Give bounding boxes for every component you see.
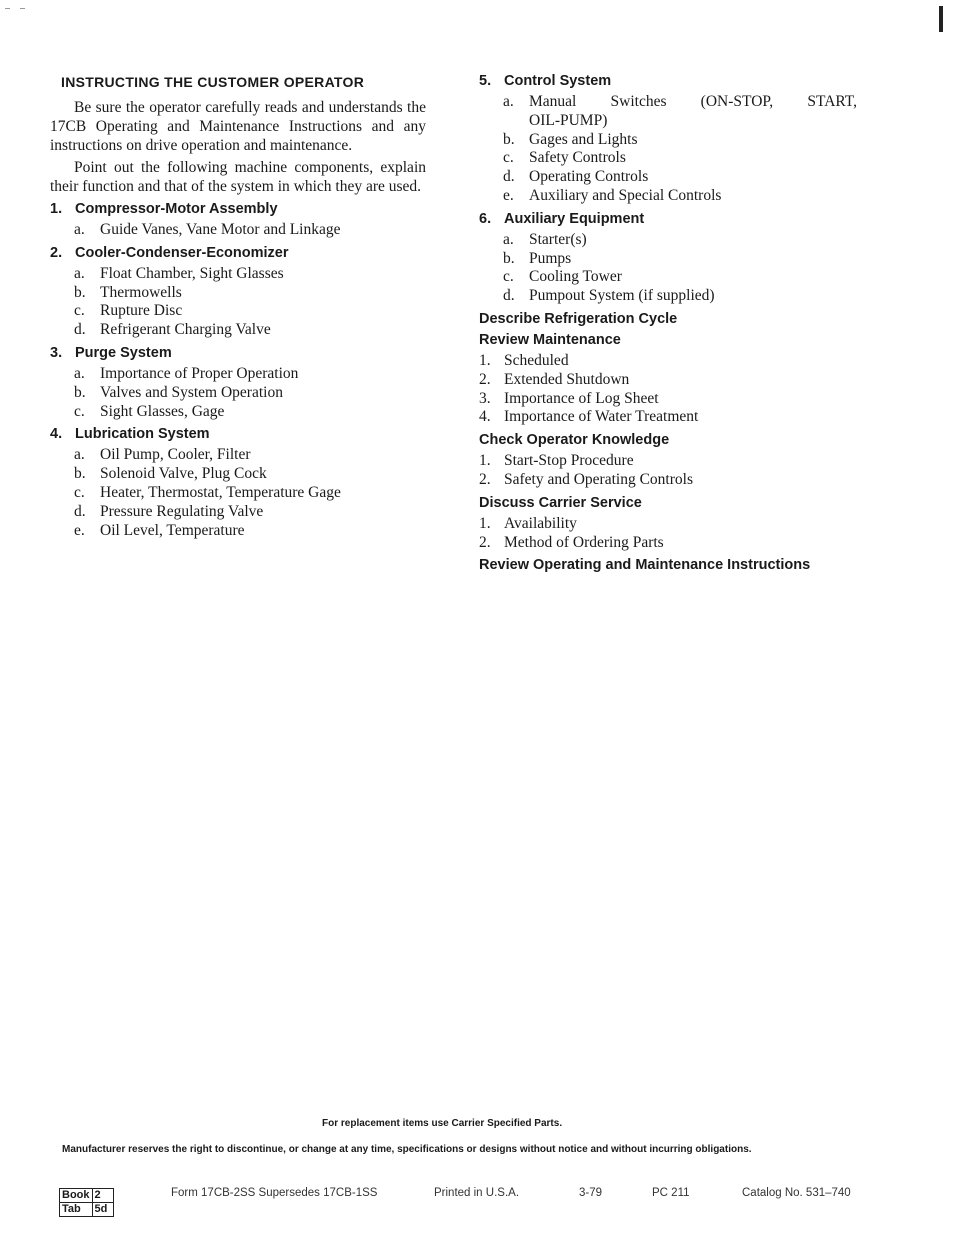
print-date: 3-79 [579, 1187, 603, 1199]
section-heading: 6. Auxiliary Equipment [479, 210, 645, 227]
item-list [74, 446, 426, 540]
list-item: 1. Availability [479, 514, 577, 532]
page-title: INSTRUCTING THE CUSTOMER OPERATOR [61, 74, 365, 90]
list-item: b. Thermowells [74, 283, 182, 301]
form-number: Form 17CB-2SS Supersedes 17CB-1SS [171, 1187, 378, 1199]
section-heading: 1. Compressor-Motor Assembly [50, 201, 278, 217]
book-value: 2 [92, 1189, 113, 1203]
describe-cycle-heading: Describe Refrigeration Cycle [479, 310, 678, 327]
intro-paragraph: Be sure the operator carefully reads and understands the 17CB Operating and Maintenance Instructions and any instructions on drive operation and maintenance. [50, 99, 426, 154]
book-tab-box [59, 1188, 114, 1217]
scan-mark [939, 6, 943, 32]
item-list [479, 515, 857, 553]
list-item: 1. Scheduled [479, 351, 569, 369]
list-item: a. Float Chamber, Sight Glasses [74, 264, 284, 282]
list-item: c. Sight Glasses, Gage [74, 402, 225, 420]
item-list [74, 365, 426, 421]
item-list [74, 265, 426, 340]
list-item: d. Refrigerant Charging Valve [74, 321, 271, 339]
list-item: d. Pressure Regulating Valve [74, 502, 264, 520]
list-item: 3. Importance of Log Sheet [479, 389, 659, 407]
item-list [503, 231, 857, 306]
item-list [479, 352, 857, 427]
list-item: d. Operating Controls [503, 168, 649, 186]
tab-label: Tab [60, 1203, 93, 1217]
scan-mark [20, 8, 25, 9]
list-item: b. Valves and System Operation [74, 383, 283, 401]
list-item: 2. Extended Shutdown [479, 370, 630, 388]
tab-value: 5d [92, 1203, 113, 1217]
list-item: a. Starter(s) [503, 230, 587, 248]
item-list [74, 221, 426, 240]
scan-mark [5, 8, 10, 9]
list-item: c. Safety Controls [503, 149, 626, 167]
list-item: c. Cooling Tower [503, 268, 622, 286]
list-item: a. Manual Switches (ON-STOP, START, OIL-PUMP) [503, 93, 857, 129]
pc-code: PC 211 [652, 1187, 690, 1199]
replacement-note: For replacement items use Carrier Specified Parts. [322, 1118, 563, 1129]
list-item: e. Auxiliary and Special Controls [503, 186, 722, 204]
book-label: Book [60, 1189, 93, 1203]
review-maintenance-heading: Review Maintenance [479, 331, 621, 348]
list-item: b. Gages and Lights [503, 130, 638, 148]
list-item: c. Rupture Disc [74, 302, 183, 320]
list-item: b. Pumps [503, 249, 572, 267]
list-item: e. Oil Level, Temperature [74, 521, 245, 539]
printed-in: Printed in U.S.A. [434, 1187, 520, 1199]
list-item: 2. Method of Ordering Parts [479, 533, 664, 551]
item-list [479, 452, 857, 490]
list-item: 2. Safety and Operating Controls [479, 470, 693, 488]
list-item: b. Solenoid Valve, Plug Cock [74, 465, 267, 483]
section-heading: 2. Cooler-Condenser-Economizer [50, 244, 289, 261]
review-instructions-heading: Review Operating and Maintenance Instructions [479, 557, 811, 574]
list-item: a. Guide Vanes, Vane Motor and Linkage [74, 221, 341, 238]
item-list [503, 93, 857, 206]
list-item: a. Oil Pump, Cooler, Filter [74, 446, 251, 464]
disclaimer: Manufacturer reserves the right to discontinue, or change at any time, specifications or designs without notice and without incurring obligations. [62, 1144, 752, 1155]
discuss-service-heading: Discuss Carrier Service [479, 494, 642, 511]
right-column [479, 70, 857, 577]
section-heading: 3. Purge System [50, 344, 172, 361]
list-item: a. Importance of Proper Operation [74, 364, 299, 382]
list-item: d. Pumpout System (if supplied) [503, 287, 715, 305]
components-paragraph: Point out the following machine components, explain their function and that of the system in which they are used. [50, 159, 426, 195]
check-knowledge-heading: Check Operator Knowledge [479, 432, 670, 449]
list-item: 1. Start-Stop Procedure [479, 452, 634, 470]
section-heading: 4. Lubrication System [50, 426, 210, 443]
section-heading: 5. Control System [479, 73, 612, 89]
list-item: c. Heater, Thermostat, Temperature Gage [74, 483, 341, 501]
left-column [50, 70, 426, 540]
catalog-number: Catalog No. 531–740 [742, 1187, 851, 1199]
list-item: 4. Importance of Water Treatment [479, 408, 699, 426]
